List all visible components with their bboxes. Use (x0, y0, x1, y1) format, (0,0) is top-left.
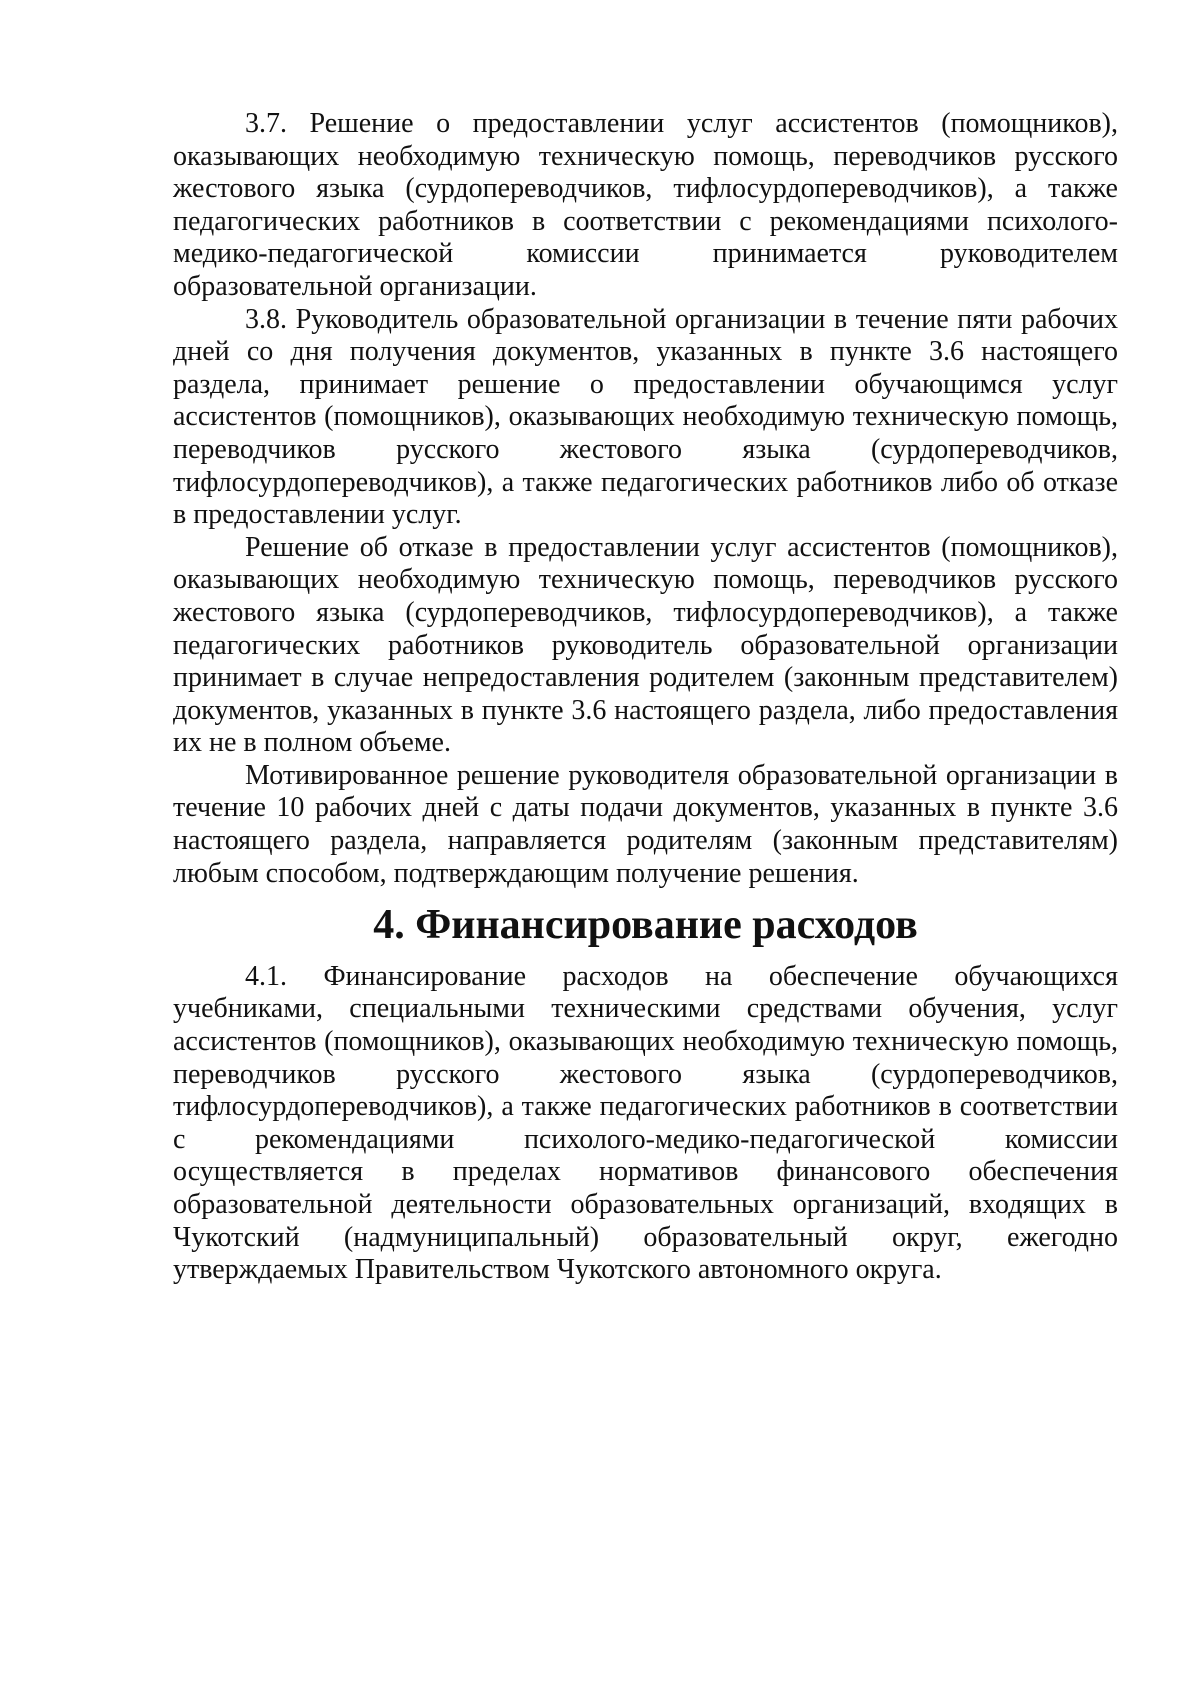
paragraph-3-7: 3.7. Решение о предоставлении услуг ассистентов (помощников), оказывающих необходимую техническую помощь, переводчиков русского жестового языка (сурдопереводчиков, тифлосурдопереводчиков), а также педагогических работников в соответствии с рекомендациями психолого-медико-педагогической комиссии принимается руководителем образовательной организации. (173, 108, 1118, 302)
section-4-heading: 4. Финансирование расходов (373, 902, 918, 949)
document-page (173, 108, 1118, 1287)
paragraph-refusal: Решение об отказе в предоставлении услуг ассистентов (помощников), оказывающих необходимую техническую помощь, переводчиков русского жестового языка (сурдопереводчиков, тифлосурдопереводчиков), а также педагогических работников руководитель образовательной организации принимает в случае непредоставления родителем (законным представителем) документов, указанных в пункте 3.6 настоящего раздела, либо предоставления их не в полном объеме. (173, 531, 1118, 759)
paragraph-3-8: 3.8. Руководитель образовательной организации в течение пяти рабочих дней со дня получения документов, указанных в пункте 3.6 настоящего раздела, принимает решение о предоставлении обучающимся услуг ассистентов (помощников), оказывающих необходимую техническую помощь, переводчиков русского жестового языка (сурдопереводчиков, тифлосурдопереводчиков), а также педагогических работников либо об отказе в предоставлении услуг. (173, 303, 1118, 531)
paragraph-4-1: 4.1. Финансирование расходов на обеспечение обучающихся учебниками, специальными техническими средствами обучения, услуг ассистентов (помощников), оказывающих необходимую техническую помощь, переводчиков русского жестового языка (сурдопереводчиков, тифлосурдопереводчиков), а также педагогических работников в соответствии с рекомендациями психолого-медико-педагогической комиссии осуществляется в пределах нормативов финансового обеспечения образовательной деятельности образовательных организаций, входящих в Чукотский (надмуниципальный) образовательный округ, ежегодно утверждаемых Правительством Чукотского автономного округа. (173, 960, 1118, 1286)
paragraph-motivated-decision: Мотивированное решение руководителя образовательной организации в течение 10 рабочих дней с даты подачи документов, указанных в пункте 3.6 настоящего раздела, направляется родителям (законным представителям) любым способом, подтверждающим получение решения. (173, 759, 1118, 889)
